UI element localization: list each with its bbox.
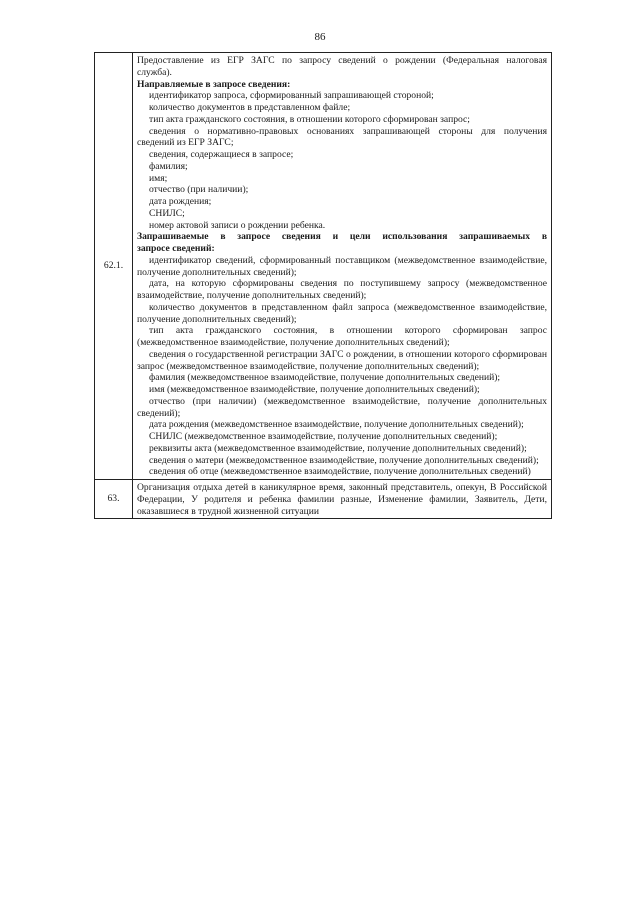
- sent-data-item: имя;: [149, 172, 168, 184]
- sent-data-item: сведения о нормативно-правовых основаниях запрашивающей стороны для получения: [149, 125, 547, 137]
- sent-data-item: фамилия;: [149, 160, 188, 172]
- table-row: [95, 53, 552, 480]
- sent-data-item: количество документов в представленном файле;: [149, 102, 351, 113]
- requested-data-item: отчество (при наличии) (межведомственное взаимодействие, получение дополнительных сведений);: [137, 395, 547, 419]
- requested-data-item: реквизиты акта (межведомственное взаимодействие, получение дополнительных сведений);: [149, 442, 527, 454]
- requested-data-item: имя (межведомственное взаимодействие, получение дополнительных сведений);: [149, 384, 480, 395]
- sent-data-item: сведения, содержащиеся в запросе;: [149, 149, 294, 160]
- requested-data-item: тип акта гражданского состояния, в отношении которого сформирован запрос (межведомственное взаимодействие, получение дополнительных сведений);: [137, 325, 547, 348]
- service-title-line: Предоставление из ЕГР ЗАГС по запросу сведений о рождении (Федеральная налоговая: [137, 55, 547, 66]
- requested-data-item: дата рождения (межведомственное взаимодействие, получение дополнительных сведений);: [149, 419, 524, 431]
- requested-data-item: дата, на которую сформированы сведения по поступившему запросу (межведомственное взаимодействие, получение дополнительных сведений);: [137, 278, 547, 301]
- sent-data-item: отчество (при наличии);: [149, 184, 249, 196]
- sent-data-item: идентификатор запроса, сформированный запрашивающей стороной;: [149, 90, 434, 102]
- sent-data-item: дата рождения;: [149, 196, 212, 207]
- service-title-line: служба).: [137, 66, 172, 78]
- requested-data-item: сведения о матери (межведомственное взаимодействие, получение дополнительных сведений);: [149, 454, 539, 466]
- requested-data-item: сведения о государственной регистрации ЗАГС о рождении, в отношении которого сформирован запрос (межведомственное взаимодействие, получение дополнительных сведений);: [137, 348, 547, 372]
- requested-data-heading: Запрашиваемые в запросе сведения и цели использования запрашиваемых в: [137, 231, 547, 243]
- requested-data-item: идентификатор сведений, сформированный поставщиком (межведомственное взаимодействие, получение дополнительных сведений);: [137, 254, 547, 278]
- row-number: 62.1.: [95, 53, 133, 480]
- row-content: [133, 480, 552, 519]
- sent-data-item: номер актовой записи о рождении ребенка.: [149, 219, 326, 231]
- sent-data-item: СНИЛС;: [149, 207, 185, 219]
- service-title: Организация отдыха детей в каникулярное время, законный представитель, опекун, В Российской Федерации, У родителя и ребенка фамилии разные, Изменение фамилии, Заявитель, Дети, оказавшиеся в трудной жизненной ситуации: [137, 482, 547, 517]
- sent-data-heading: Направляемые в запросе сведения:: [137, 78, 291, 90]
- requested-data-heading: запросе сведений:: [137, 243, 215, 254]
- sent-data-item: тип акта гражданского состояния, в отношении которого сформирован запрос;: [149, 113, 470, 125]
- requested-data-item: СНИЛС (межведомственное взаимодействие, получение дополнительных сведений);: [149, 431, 498, 442]
- services-table: [94, 52, 552, 519]
- requested-data-item: фамилия (межведомственное взаимодействие, получение дополнительных сведений);: [149, 372, 501, 384]
- page-number: 86: [314, 31, 326, 43]
- row-number: 63.: [95, 480, 133, 519]
- table-row: [95, 480, 552, 519]
- row-content: [133, 53, 552, 480]
- requested-data-item: количество документов в представленном файл запроса (межведомственное взаимодействие, получение дополнительных сведений);: [137, 301, 547, 325]
- requested-data-item: сведения об отце (межведомственное взаимодействие, получение дополнительных сведений): [149, 466, 531, 478]
- sent-data-item: сведений из ЕГР ЗАГС;: [137, 137, 234, 149]
